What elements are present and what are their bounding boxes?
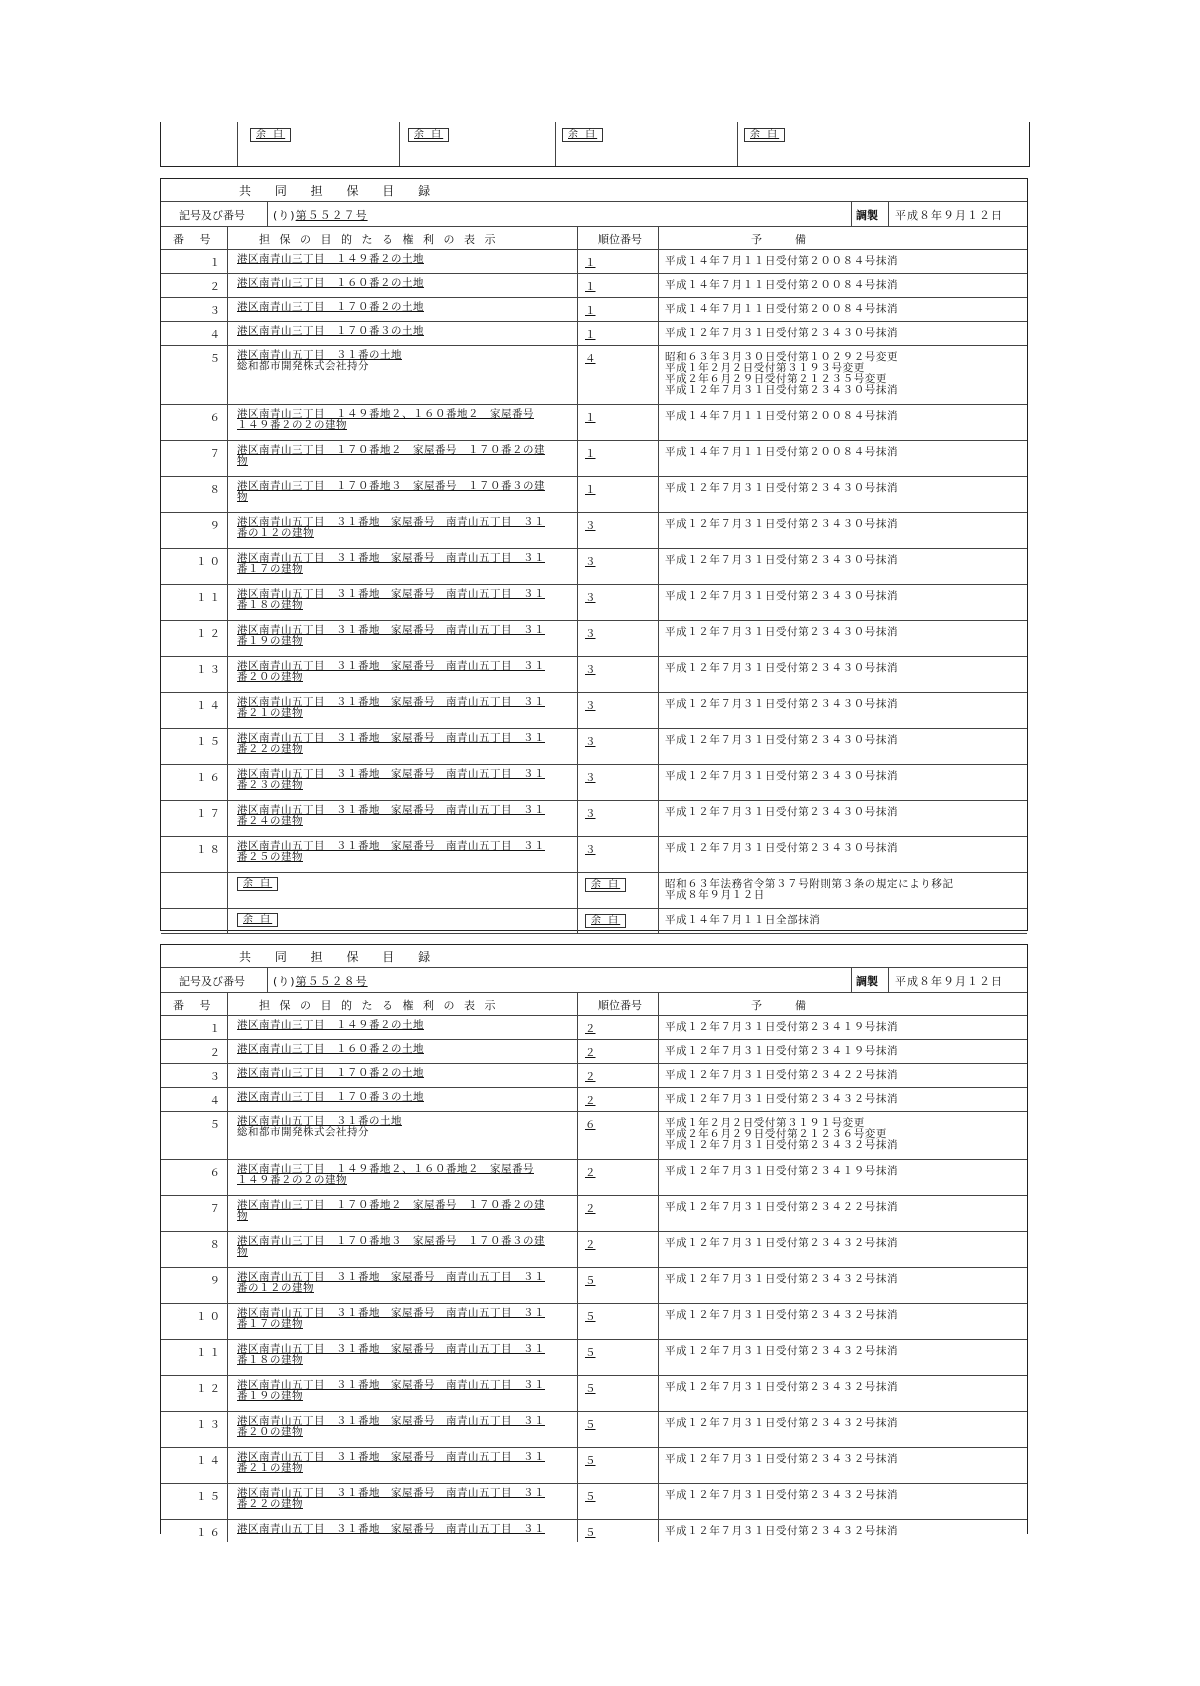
row-description [237,517,567,539]
row-number: ７ [209,448,223,460]
row-number: １０ [196,556,223,568]
row-note: 平成１２年７月３１日受付第２３４３０号抹消 [665,554,899,566]
registration-number [273,207,368,223]
registration-prefix: (り) [273,975,296,988]
description-line-1: 港区南青山五丁目 ３１番地 家屋番号 南青山五丁目 ３１ [237,840,545,852]
row-description [237,1380,567,1402]
row-note: 平成１２年７月３１日受付第２３４３０号抹消 [665,770,899,782]
row-number: ８ [209,484,223,496]
description-line-1: 港区南青山五丁目 ３１番地 家屋番号 南青山五丁目 ３１ [237,1343,545,1355]
rank-number: ３ [585,736,596,748]
table-row [161,801,1027,837]
row-number: １７ [196,808,223,820]
row-number: ６ [209,412,223,424]
section-1-rows [161,250,1027,934]
description-line-1: 港区南青山五丁目 ３１番地 家屋番号 南青山五丁目 ３１ [237,660,545,672]
row-number: １１ [196,592,223,604]
row-description [237,278,567,289]
table-row [161,477,1027,513]
description-line-2: 総和都市開発株式会社持分 [237,1126,369,1138]
fragment-cell [399,122,449,166]
fragment-cell [737,122,785,166]
rank-number: ３ [585,556,596,568]
row-note: 平成１２年７月３１日受付第２３４１９号抹消 [665,1045,899,1057]
rank-number: １ [585,281,596,293]
rank-number: ２ [585,1203,596,1215]
row-number: １４ [196,1455,223,1467]
description-line-2: 番の１２の建物 [237,527,314,539]
row-note: 平成１４年７月１１日受付第２００８４号抹消 [665,410,899,422]
row-number: ４ [209,1095,223,1107]
row-description [237,805,567,827]
rank-number: １ [585,329,596,341]
registration-number [273,973,368,989]
row-number: １５ [196,736,223,748]
row-description [237,733,567,755]
row-note: 平成１２年７月３１日受付第２３４３２号抹消 [665,1273,899,1285]
row-note: 平成１４年７月１１日受付第２００８４号抹消 [665,279,899,291]
rank-number: ３ [585,592,596,604]
description-line-2: 番２０の建物 [237,1426,303,1438]
row-note: 昭和６３年法務省令第３７号附則第３条の規定により移記 平成８年９月１２日 [665,878,954,901]
table-row [161,1268,1027,1304]
description-line-1: 港区南青山五丁目 ３１番地 家屋番号 南青山五丁目 ３１ [237,1307,545,1319]
registration-number-value: 第５５２７号 [295,209,368,222]
description-line-2: 番２２の建物 [237,743,303,755]
description-line-1: 港区南青山五丁目 ３１番地 家屋番号 南青山五丁目 ３１ [237,516,545,528]
section-title: 共 同 担 保 目 録 [239,950,441,964]
row-description [237,1416,567,1438]
row-description [237,589,567,611]
rank-number: ５ [585,1455,596,1467]
row-description [237,1452,567,1474]
description-line-1: 港区南青山三丁目 １７０番地２ 家屋番号 １７０番２の建 [237,1199,545,1211]
row-note: 平成１２年７月３１日受付第２３４３０号抹消 [665,327,899,339]
prepared-label: 調製 [856,209,878,222]
table-row [161,1412,1027,1448]
header-number: 番 号 [173,233,217,246]
row-number: ４ [209,329,223,341]
description-line-1: 港区南青山五丁目 ３１番地 家屋番号 南青山五丁目 ３１ [237,696,545,708]
row-note: 平成１２年７月３１日受付第２３４３０号抹消 [665,518,899,530]
row-note: 平成１２年７月３１日受付第２３４３２号抹消 [665,1381,899,1393]
rank-number: ４ [585,353,596,365]
previous-section-fragment [160,122,1030,167]
table-row [161,729,1027,765]
rank-number: ３ [585,700,596,712]
blank-stamp: 余 白 [562,128,603,142]
row-description [237,769,567,791]
rank-number: ２ [585,1095,596,1107]
row-description [237,1116,567,1138]
row-description [237,1200,567,1222]
registration-label: 記号及び番号 [179,209,245,222]
table-row [161,1448,1027,1484]
row-note: 平成１２年７月３１日受付第２３４３２号抹消 [665,1453,899,1465]
rank-number: ３ [585,772,596,784]
row-number: １６ [196,772,223,784]
row-note: 平成１２年７月３１日受付第２３４３２号抹消 [665,1345,899,1357]
description-line-2: 番１７の建物 [237,1318,303,1330]
rank-number: １ [585,305,596,317]
row-number: １ [209,257,223,269]
description-line-2: 番１７の建物 [237,563,303,575]
fragment-cell [237,122,291,166]
row-description [237,625,567,647]
row-number: １３ [196,664,223,676]
row-number: ５ [209,1119,223,1131]
row-number: １６ [196,1527,223,1539]
row-description [237,481,567,503]
row-note: 平成１２年７月３１日受付第２３４３２号抹消 [665,1237,899,1249]
row-note: 平成１２年７月３１日受付第２３４３０号抹消 [665,662,899,674]
table-row [161,298,1027,322]
table-row [161,274,1027,298]
rank-number: ５ [585,1347,596,1359]
description-line-2: 番１９の建物 [237,1390,303,1402]
header-description: 担 保 の 目 的 た る 権 利 の 表 示 [259,999,499,1012]
header-rank: 順位番号 [598,999,642,1012]
table-row [161,1064,1027,1088]
row-note: 平成１２年７月３１日受付第２３４３２号抹消 [665,1093,899,1105]
description-line-2: １４９番２の２の建物 [237,1174,347,1186]
row-note: 平成１２年７月３１日受付第２３４３０号抹消 [665,482,899,494]
description-line-2: 番２０の建物 [237,671,303,683]
description-line-1: 港区南青山三丁目 １７０番地２ 家屋番号 １７０番２の建 [237,444,545,456]
blank-stamp: 余 白 [237,877,278,891]
rank-number: ２ [585,1023,596,1035]
row-number: ２ [209,1047,223,1059]
row-number: ２ [209,281,223,293]
rank-number: ５ [585,1527,596,1539]
rank-number: ３ [585,664,596,676]
row-number: ３ [209,1071,223,1083]
description-line-1: 港区南青山五丁目 ３１番地 家屋番号 南青山五丁目 ３１ [237,1379,545,1391]
row-description [237,661,567,683]
row-note: 平成１２年７月３１日受付第２３４１９号抹消 [665,1021,899,1033]
column-header-row [161,227,1027,250]
column-header-row [161,993,1027,1016]
prepared-date: 平成８年９月１２日 [895,209,1003,222]
row-note: 平成１４年７月１１日受付第２００８４号抹消 [665,303,899,315]
description-line-2: 番２１の建物 [237,707,303,719]
row-description [237,350,567,372]
description-line-1: 港区南青山五丁目 ３１番地 家屋番号 南青山五丁目 ３１ [237,1523,545,1535]
section-title-row [161,179,1027,202]
row-note: 平成１４年７月１１日受付第２００８４号抹消 [665,446,899,458]
rank-number [585,878,626,892]
table-row [161,837,1027,873]
row-description [237,1272,567,1294]
table-row [161,1232,1027,1268]
description-line-1: 港区南青山五丁目 ３１番地 家屋番号 南青山五丁目 ３１ [237,1271,545,1283]
row-note: 平成１２年７月３１日受付第２３４２２号抹消 [665,1069,899,1081]
row-note: 平成１４年７月１１日受付第２００８４号抹消 [665,255,899,267]
description-line-2: １４９番２の２の建物 [237,419,347,431]
row-number: ６ [209,1167,223,1179]
description-line-2: 総和都市開発株式会社持分 [237,360,369,372]
description-line-1: 港区南青山三丁目 １６０番２の土地 [237,277,424,289]
rank-number: ２ [585,1167,596,1179]
table-row [161,621,1027,657]
table-row [161,765,1027,801]
row-description [237,1092,567,1103]
description-line-2: 番１８の建物 [237,599,303,611]
row-description [237,1344,567,1366]
description-line-1: 港区南青山三丁目 １４９番２の土地 [237,1019,424,1031]
row-note: 平成１２年７月３１日受付第２３４１９号抹消 [665,1165,899,1177]
row-description [237,445,567,467]
description-line-2: 番１９の建物 [237,635,303,647]
rank-number: ２ [585,1239,596,1251]
blank-stamp: 余 白 [408,128,449,142]
row-note: 平成１４年７月１１日全部抹消 [665,914,821,926]
table-row [161,1040,1027,1064]
registration-label: 記号及び番号 [179,975,245,988]
registration-row [161,202,1027,227]
rank-number: ５ [585,1275,596,1287]
table-row [161,1484,1027,1520]
table-row [161,549,1027,585]
row-note: 平成１２年７月３１日受付第２３４３０号抹消 [665,626,899,638]
rank-number: ３ [585,628,596,640]
row-description [237,409,567,431]
joint-collateral-section-1 [160,178,1028,931]
description-line-2: 物 [237,1246,248,1258]
blank-stamp: 余 白 [237,913,278,927]
joint-collateral-section-2 [160,944,1028,1539]
description-line-1: 港区南青山五丁目 ３１番地 家屋番号 南青山五丁目 ３１ [237,588,545,600]
registration-row [161,968,1027,993]
row-description [237,913,567,927]
row-number: １１ [196,1347,223,1359]
row-note: 平成１２年７月３１日受付第２３４２２号抹消 [665,1201,899,1213]
description-line-2: 物 [237,1210,248,1222]
registration-prefix: (り) [273,209,296,222]
rank-number: ２ [585,1071,596,1083]
rank-number: ３ [585,520,596,532]
section-2-rows [161,1016,1027,1542]
row-number: １２ [196,628,223,640]
description-line-1: 港区南青山五丁目 ３１番地 家屋番号 南青山五丁目 ３１ [237,1487,545,1499]
row-note: 平成１２年７月３１日受付第２３４３２号抹消 [665,1417,899,1429]
row-number: １５ [196,1491,223,1503]
description-line-1: 港区南青山五丁目 ３１番の土地 [237,1115,402,1127]
rank-number: １ [585,448,596,460]
description-line-1: 港区南青山三丁目 １４９番２の土地 [237,253,424,265]
row-note: 平成１２年７月３１日受付第２３４３２号抹消 [665,1489,899,1501]
row-description [237,1308,567,1330]
description-line-2: 番１８の建物 [237,1354,303,1366]
table-row [161,1376,1027,1412]
rank-number: ５ [585,1311,596,1323]
row-description [237,697,567,719]
description-line-1: 港区南青山三丁目 １７０番３の土地 [237,1091,424,1103]
row-note: 平成１２年７月３１日受付第２３４３０号抹消 [665,842,899,854]
table-row [161,322,1027,346]
row-description [237,841,567,863]
table-row [161,909,1027,934]
row-note: 昭和６３年３月３０日受付第１０２９２号変更 平成１年２月２日受付第３１９３号変更 平成２年６月２９日受付第２１２３５号変更 平成１２年７月３１日受付第２３４３０号抹消 [665,351,899,396]
row-number: １３ [196,1419,223,1431]
section-title: 共 同 担 保 目 録 [239,184,441,198]
blank-stamp: 余 白 [585,878,626,892]
table-row [161,585,1027,621]
table-row [161,441,1027,477]
row-description [237,877,567,891]
registration-number-value: 第５５２８号 [295,975,368,988]
rank-number: ６ [585,1119,596,1131]
rank-number: １ [585,257,596,269]
row-note: 平成１２年７月３１日受付第２３４３２号抹消 [665,1309,899,1321]
description-line-1: 港区南青山三丁目 １７０番２の土地 [237,1067,424,1079]
description-line-1: 港区南青山五丁目 ３１番地 家屋番号 南青山五丁目 ３１ [237,732,545,744]
rank-number: ５ [585,1419,596,1431]
row-note: 平成１２年７月３１日受付第２３４３０号抹消 [665,806,899,818]
header-note: 予 備 [751,233,806,246]
blank-stamp: 余 白 [585,914,626,928]
table-row [161,873,1027,909]
rank-number: １ [585,484,596,496]
description-line-1: 港区南青山五丁目 ３１番地 家屋番号 南青山五丁目 ３１ [237,552,545,564]
description-line-1: 港区南青山三丁目 １７０番２の土地 [237,301,424,313]
section-title-row [161,945,1027,968]
row-description [237,1068,567,1079]
row-note: 平成１２年７月３１日受付第２３４３０号抹消 [665,698,899,710]
row-number: １２ [196,1383,223,1395]
row-description [237,1020,567,1031]
header-note: 予 備 [751,999,806,1012]
table-row [161,657,1027,693]
row-number: ３ [209,305,223,317]
description-line-1: 港区南青山五丁目 ３１番地 家屋番号 南青山五丁目 ３１ [237,1415,545,1427]
rank-number: ３ [585,844,596,856]
description-line-2: 番の１２の建物 [237,1282,314,1294]
header-number: 番 号 [173,999,217,1012]
row-description [237,553,567,575]
row-number: １０ [196,1311,223,1323]
description-line-1: 港区南青山三丁目 １４９番地２、１６０番地２ 家屋番号 [237,408,534,420]
table-row [161,1520,1027,1542]
table-row [161,405,1027,441]
row-description [237,326,567,337]
table-row [161,1112,1027,1160]
row-description [237,254,567,265]
table-row [161,1160,1027,1196]
table-row [161,346,1027,405]
row-number: １ [209,1023,223,1035]
description-line-1: 港区南青山五丁目 ３１番地 家屋番号 南青山五丁目 ３１ [237,624,545,636]
description-line-1: 港区南青山五丁目 ３１番の土地 [237,349,402,361]
row-description [237,1524,567,1535]
rank-number [585,914,626,928]
row-description [237,1044,567,1055]
table-row [161,1304,1027,1340]
description-line-2: 番２２の建物 [237,1498,303,1510]
rank-number: ３ [585,808,596,820]
description-line-1: 港区南青山三丁目 １４９番地２、１６０番地２ 家屋番号 [237,1163,534,1175]
rank-number: １ [585,412,596,424]
fragment-cell [555,122,603,166]
blank-stamp: 余 白 [744,128,785,142]
rank-number: ２ [585,1047,596,1059]
row-number: ５ [209,353,223,365]
description-line-1: 港区南青山三丁目 １７０番３の土地 [237,325,424,337]
row-number: １８ [196,844,223,856]
prepared-date: 平成８年９月１２日 [895,975,1003,988]
row-number: １４ [196,700,223,712]
table-row [161,1088,1027,1112]
rank-number: ５ [585,1383,596,1395]
description-line-1: 港区南青山三丁目 １７０番地３ 家屋番号 １７０番３の建 [237,1235,545,1247]
description-line-2: 番２５の建物 [237,851,303,863]
description-line-2: 物 [237,455,248,467]
rank-number: ５ [585,1491,596,1503]
row-number: ９ [209,1275,223,1287]
description-line-2: 番２１の建物 [237,1462,303,1474]
header-rank: 順位番号 [598,233,642,246]
prepared-label: 調製 [856,975,878,988]
description-line-1: 港区南青山三丁目 １７０番地３ 家屋番号 １７０番３の建 [237,480,545,492]
description-line-2: 番２３の建物 [237,779,303,791]
description-line-1: 港区南青山五丁目 ３１番地 家屋番号 南青山五丁目 ３１ [237,804,545,816]
table-row [161,1196,1027,1232]
table-row [161,693,1027,729]
row-note: 平成１２年７月３１日受付第２３４３０号抹消 [665,590,899,602]
table-row [161,250,1027,274]
row-note: 平成１年２月２日受付第３１９１号変更 平成２年６月２９日受付第２１２３６号変更 平成１２年７月３１日受付第２３４３２号抹消 [665,1117,899,1151]
description-line-1: 港区南青山五丁目 ３１番地 家屋番号 南青山五丁目 ３１ [237,768,545,780]
row-number: ７ [209,1203,223,1215]
row-description [237,1236,567,1258]
table-row [161,1016,1027,1040]
row-number: ８ [209,1239,223,1251]
row-description [237,1164,567,1186]
row-note: 平成１２年７月３１日受付第２３４３０号抹消 [665,734,899,746]
row-description [237,1488,567,1510]
description-line-2: 番２４の建物 [237,815,303,827]
description-line-1: 港区南青山三丁目 １６０番２の土地 [237,1043,424,1055]
blank-stamp: 余 白 [250,128,291,142]
row-note: 平成１２年７月３１日受付第２３４３２号抹消 [665,1525,899,1537]
row-number: ９ [209,520,223,532]
table-row [161,1340,1027,1376]
table-row [161,513,1027,549]
header-description: 担 保 の 目 的 た る 権 利 の 表 示 [259,233,499,246]
description-line-1: 港区南青山五丁目 ３１番地 家屋番号 南青山五丁目 ３１ [237,1451,545,1463]
row-description [237,302,567,313]
description-line-2: 物 [237,491,248,503]
